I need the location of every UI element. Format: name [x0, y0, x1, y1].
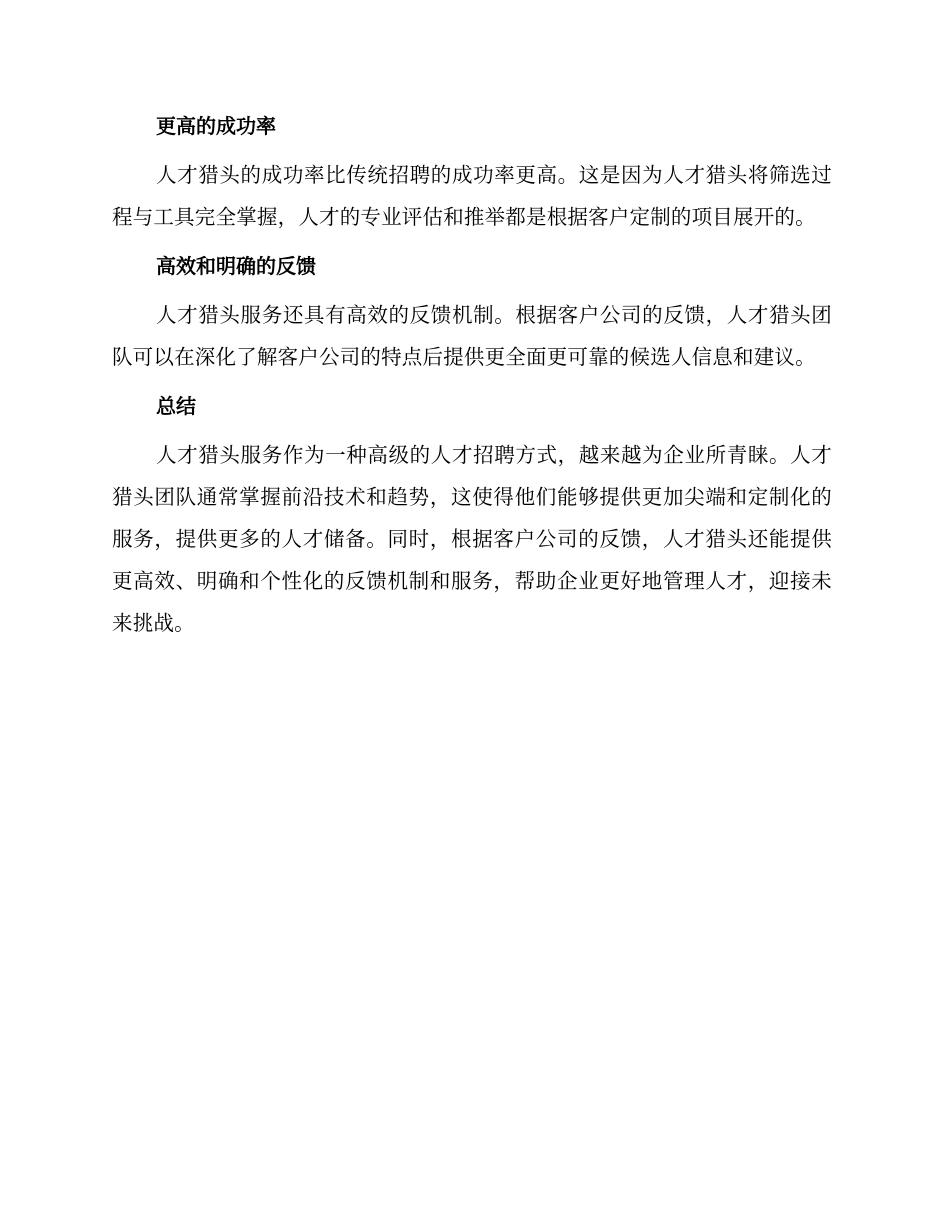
section-heading-feedback: 高效和明确的反馈 — [156, 254, 316, 278]
document-body — [112, 112, 832, 658]
section-heading-success-rate: 更高的成功率 — [156, 114, 276, 138]
section-paragraph-success-rate: 人才猎头的成功率比传统招聘的成功率更高。这是因为人才猎头将筛选过程与工具完全掌握，人才的专业评估和推举都是根据客户定制的项目展开的。 — [112, 163, 832, 229]
section-paragraph-summary: 人才猎头服务作为一种高级的人才招聘方式，越来越为企业所青睐。人才猎头团队通常掌握前沿技术和趋势，这使得他们能够提供更加尖端和定制化的服务，提供更多的人才储备。同时，根据客户公司的反馈，人才猎头还能提供更高效、明确和个性化的反馈机制和服务，帮助企业更好地管理人才，迎接未来挑战。 — [112, 443, 832, 635]
section-paragraph-feedback: 人才猎头服务还具有高效的反馈机制。根据客户公司的反馈，人才猎头团队可以在深化了解客户公司的特点后提供更全面更可靠的候选人信息和建议。 — [112, 303, 832, 369]
section-heading-summary: 总结 — [156, 394, 196, 418]
